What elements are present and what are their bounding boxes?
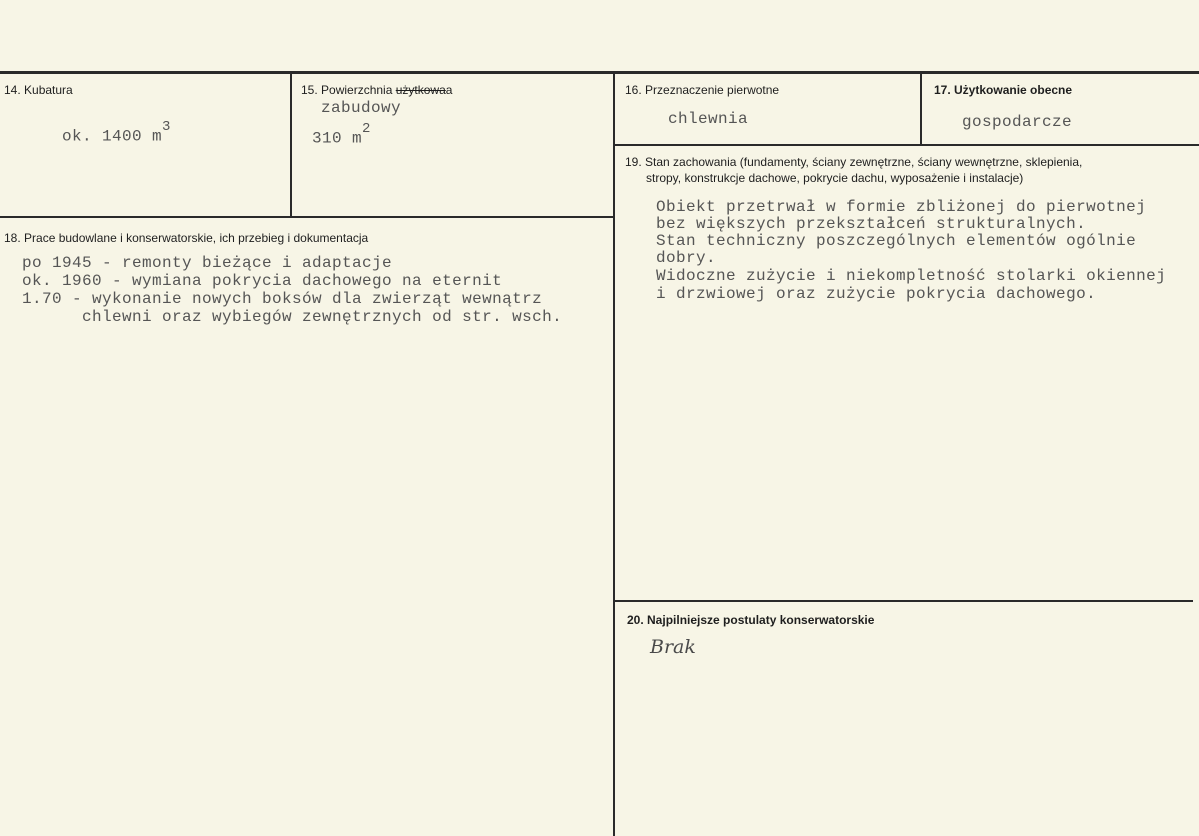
divider-14-15	[290, 73, 292, 218]
field-20-handwritten-value: Brak	[650, 636, 696, 658]
field-16-value: chlewnia	[668, 110, 749, 128]
field-15-value-text: 310 m	[312, 129, 363, 148]
field-15-overtype: zabudowy	[321, 99, 402, 117]
field-15-label-struck: użytkowa	[395, 83, 446, 97]
field-19-label-line-1: 19. Stan zachowania (fundamenty, ściany zewnętrzne, ściany wewnętrzne, sklepienia,	[625, 155, 1083, 169]
top-border-line	[0, 71, 1199, 74]
field-18-label: 18. Prace budowlane i konserwatorskie, ich przebieg i dokumentacja	[4, 231, 369, 245]
field-18-line-1: po 1945 - remonty bieżące i adaptacje	[22, 254, 393, 272]
field-15-label-suffix: a	[445, 83, 453, 97]
field-20-label: 20. Najpilniejsze postulaty konserwatorskie	[627, 613, 875, 627]
field-19-line-1: Obiekt przetrwał w formie zbliżonej do pierwotnej	[656, 198, 1147, 216]
field-17-label: 17. Użytkowanie obecne	[934, 83, 1073, 97]
field-15-value	[312, 121, 371, 148]
field-19-line-6: i drzwiowej oraz zużycie pokrycia dachowego.	[656, 285, 1097, 303]
field-14-value-text: ok. 1400 m	[62, 127, 163, 146]
field-14-unit-exponent: 3	[162, 119, 171, 135]
divider-main-vertical	[613, 73, 615, 836]
field-19-line-2: bez większych przekształceń strukturalnych.	[656, 215, 1087, 233]
field-15-unit-exponent: 2	[362, 121, 371, 137]
field-18-line-4: chlewni oraz wybiegów zewnętrznych od str. wsch.	[22, 308, 563, 326]
field-18-line-2: ok. 1960 - wymiana pokrycia dachowego na eternit	[22, 272, 503, 290]
field-14-value	[62, 119, 171, 146]
field-14-label: 14. Kubatura	[4, 83, 73, 97]
field-15-label	[301, 83, 452, 97]
field-19-line-4: dobry.	[656, 249, 717, 267]
field-15-label-prefix: 15. Powierzchnia	[301, 83, 393, 97]
field-19-label-line-2: stropy, konstrukcje dachowe, pokrycie dachu, wyposażenie i instalacje)	[646, 171, 1024, 185]
divider-left-horizontal	[0, 216, 615, 218]
field-19-line-5: Widoczne zużycie i niekompletność stolarki okiennej	[656, 267, 1167, 285]
field-17-value: gospodarcze	[962, 113, 1073, 131]
field-19-line-3: Stan techniczny poszczególnych elementów ogólnie	[656, 232, 1137, 250]
divider-16-17	[920, 73, 922, 145]
divider-19-20	[615, 600, 1193, 602]
field-18-line-3: 1.70 - wykonanie nowych boksów dla zwierząt wewnątrz	[22, 290, 543, 308]
field-16-label: 16. Przeznaczenie pierwotne	[625, 83, 780, 97]
divider-16-17-bottom	[615, 144, 1199, 146]
